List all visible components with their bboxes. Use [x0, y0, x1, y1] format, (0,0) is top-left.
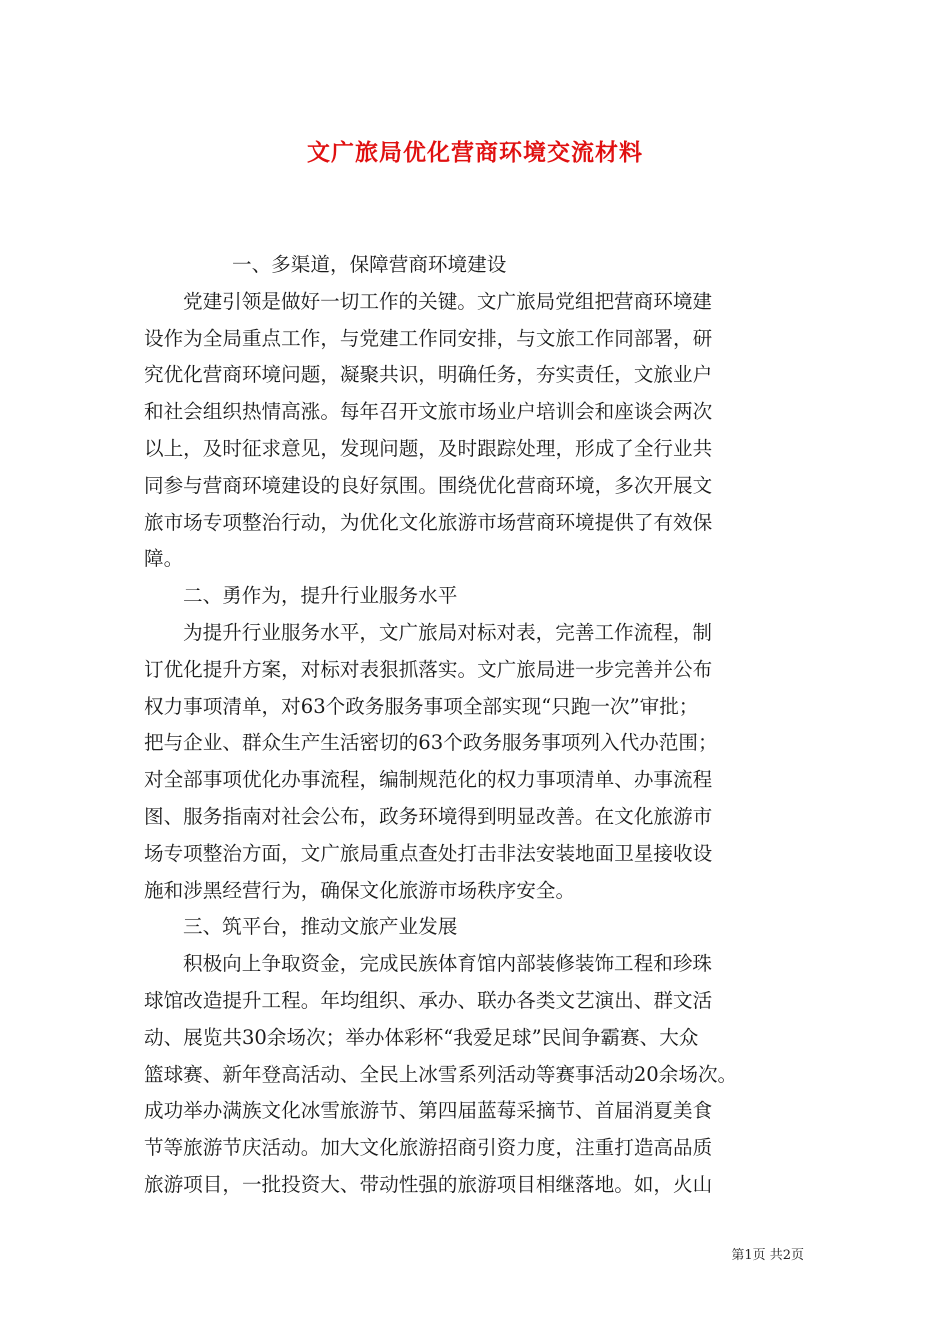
paragraph-line: 图、服务指南对社会公布，政务环境得到明显改善。在文化旅游市 [144, 804, 713, 828]
document-body [144, 247, 814, 1204]
paragraph-line: 障。 [144, 547, 184, 571]
paragraph-line: 究优化营商环境问题，凝聚共识，明确任务，夯实责任，文旅业户 [144, 363, 713, 387]
paragraph-line: 积极向上争取资金，完成民族体育馆内部装修装饰工程和珍珠 [183, 952, 713, 976]
paragraph-line: 旅游项目，一批投资大、带动性强的旅游项目相继落地。如，火山 [144, 1172, 713, 1196]
paragraph-line: 节等旅游节庆活动。加大文化旅游招商引资力度，注重打造高品质 [144, 1136, 713, 1160]
paragraph-line: 以上，及时征求意见，发现问题，及时跟踪处理，形成了全行业共 [144, 436, 713, 460]
paragraph-line: 篮球赛、新年登高活动、全民上冰雪系列活动等赛事活动20余场次。 [144, 1062, 738, 1086]
paragraph-line: 权力事项清单，对63个政务服务事项全部实现“只跑一次”审批； [144, 694, 699, 718]
paragraph-line: 成功举办满族文化冰雪旅游节、第四届蓝莓采摘节、首届消夏美食 [144, 1099, 713, 1123]
document-title: 文广旅局优化营商环境交流材料 [307, 139, 643, 166]
paragraph-line: 订优化提升方案，对标对表狠抓落实。文广旅局进一步完善并公布 [144, 657, 713, 681]
paragraph-line: 把与企业、群众生产生活密切的63个政务服务事项列入代办范围； [144, 731, 718, 755]
paragraph-line: 旅市场专项整治行动，为优化文化旅游市场营商环境提供了有效保 [144, 510, 713, 534]
section-heading-2: 二、勇作为，提升行业服务水平 [183, 584, 458, 608]
paragraph-line: 场专项整治方面，文广旅局重点查处打击非法安装地面卫星接收设 [144, 841, 713, 865]
page-number-footer: 第1页 共2页 [731, 1248, 804, 1263]
paragraph-line: 动、展览共30余场次；举办体彩杯“我爱足球”民间争霸赛、大众 [144, 1025, 699, 1049]
paragraph-line: 施和涉黑经营行为，确保文化旅游市场秩序安全。 [144, 878, 576, 902]
paragraph-line: 党建引领是做好一切工作的关键。文广旅局党组把营商环境建 [183, 289, 713, 313]
paragraph-line: 设作为全局重点工作，与党建工作同安排，与文旅工作同部署，研 [144, 326, 713, 350]
section-heading-3: 三、筑平台，推动文旅产业发展 [183, 915, 458, 939]
paragraph-line: 和社会组织热情高涨。每年召开文旅市场业户培训会和座谈会两次 [144, 400, 713, 424]
paragraph-line: 为提升行业服务水平，文广旅局对标对表，完善工作流程，制 [183, 620, 713, 644]
paragraph-line: 对全部事项优化办事流程，编制规范化的权力事项清单、办事流程 [144, 768, 713, 792]
paragraph-line: 同参与营商环境建设的良好氛围。围绕优化营商环境，多次开展文 [144, 473, 713, 497]
paragraph-line: 球馆改造提升工程。年均组织、承办、联办各类文艺演出、群文活 [144, 988, 713, 1012]
section-heading-1: 一、多渠道，保障营商环境建设 [232, 253, 507, 276]
